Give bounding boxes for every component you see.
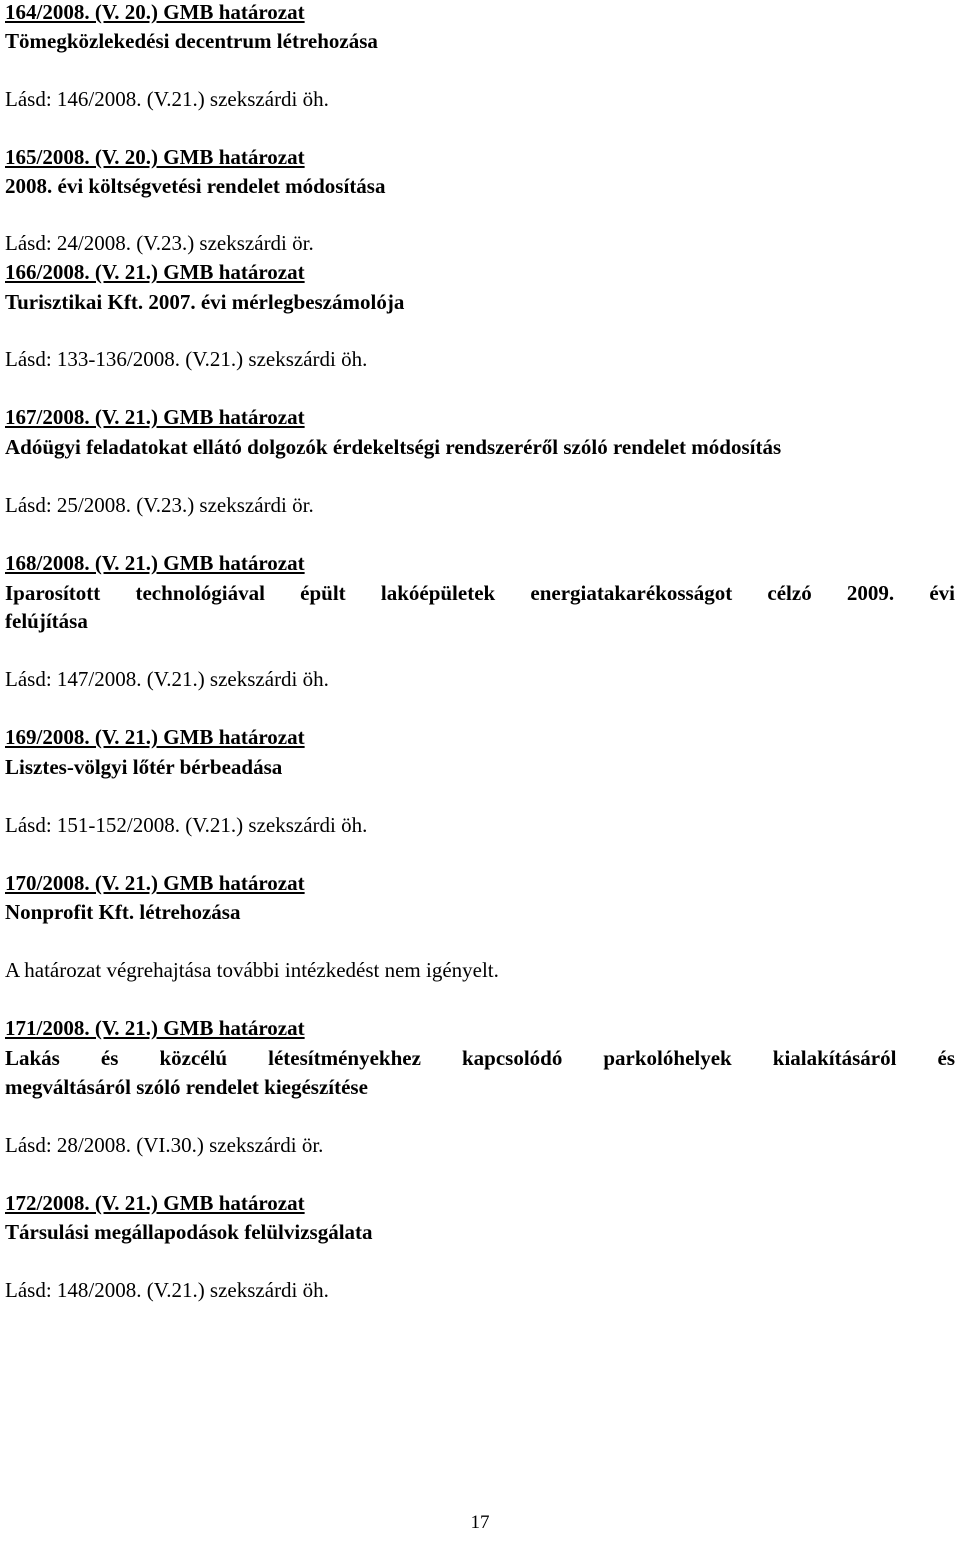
resolution-title: Tömegközlekedési decentrum létrehozása <box>5 29 378 53</box>
resolution-heading: 166/2008. (V. 21.) GMB határozat <box>5 260 305 284</box>
resolution-heading: 167/2008. (V. 21.) GMB határozat <box>5 405 305 429</box>
resolution-title: Lisztes-völgyi lőtér bérbeadása <box>5 755 283 779</box>
resolution-title-continued: megváltásáról szóló rendelet kiegészítése <box>5 1075 368 1099</box>
resolution-title: Lakás és közcélú létesítményekhez kapcsolódó parkolóhelyek kialakításáról és <box>5 1046 955 1070</box>
resolution-title: Adóügyi feladatokat ellátó dolgozók érdekeltségi rendszeréről szóló rendelet módosítás <box>5 435 782 459</box>
resolution-title: Nonprofit Kft. létrehozása <box>5 900 241 924</box>
resolution-reference: A határozat végrehajtása további intézkedést nem igényelt. <box>5 958 499 982</box>
resolution-title: Társulási megállapodások felülvizsgálata <box>5 1220 373 1244</box>
resolution-heading: 168/2008. (V. 21.) GMB határozat <box>5 551 305 575</box>
resolution-reference: Lásd: 146/2008. (V.21.) szekszárdi öh. <box>5 87 329 111</box>
resolution-heading: 165/2008. (V. 20.) GMB határozat <box>5 145 305 169</box>
resolution-heading: 169/2008. (V. 21.) GMB határozat <box>5 725 305 749</box>
resolution-reference: Lásd: 148/2008. (V.21.) szekszárdi öh. <box>5 1278 329 1302</box>
resolution-title: Iparosított technológiával épült lakóépületek energiatakarékosságot célzó 2009. évi <box>5 581 955 605</box>
resolution-heading: 171/2008. (V. 21.) GMB határozat <box>5 1016 305 1040</box>
resolution-reference: Lásd: 147/2008. (V.21.) szekszárdi öh. <box>5 667 329 691</box>
resolution-reference: Lásd: 25/2008. (V.23.) szekszárdi ör. <box>5 493 314 517</box>
resolution-reference: Lásd: 151-152/2008. (V.21.) szekszárdi öh. <box>5 813 368 837</box>
resolution-title-continued: felújítása <box>5 609 88 633</box>
resolution-reference: Lásd: 28/2008. (VI.30.) szekszárdi ör. <box>5 1133 324 1157</box>
resolution-heading: 164/2008. (V. 20.) GMB határozat <box>5 0 305 24</box>
resolution-heading: 172/2008. (V. 21.) GMB határozat <box>5 1191 305 1215</box>
resolution-title: Turisztikai Kft. 2007. évi mérlegbeszámolója <box>5 290 405 314</box>
resolution-reference: Lásd: 133-136/2008. (V.21.) szekszárdi öh. <box>5 347 368 371</box>
resolution-heading: 170/2008. (V. 21.) GMB határozat <box>5 871 305 895</box>
resolution-title: 2008. évi költségvetési rendelet módosítása <box>5 174 386 198</box>
page-number: 17 <box>470 1512 490 1533</box>
resolution-reference: Lásd: 24/2008. (V.23.) szekszárdi ör. <box>5 231 314 255</box>
